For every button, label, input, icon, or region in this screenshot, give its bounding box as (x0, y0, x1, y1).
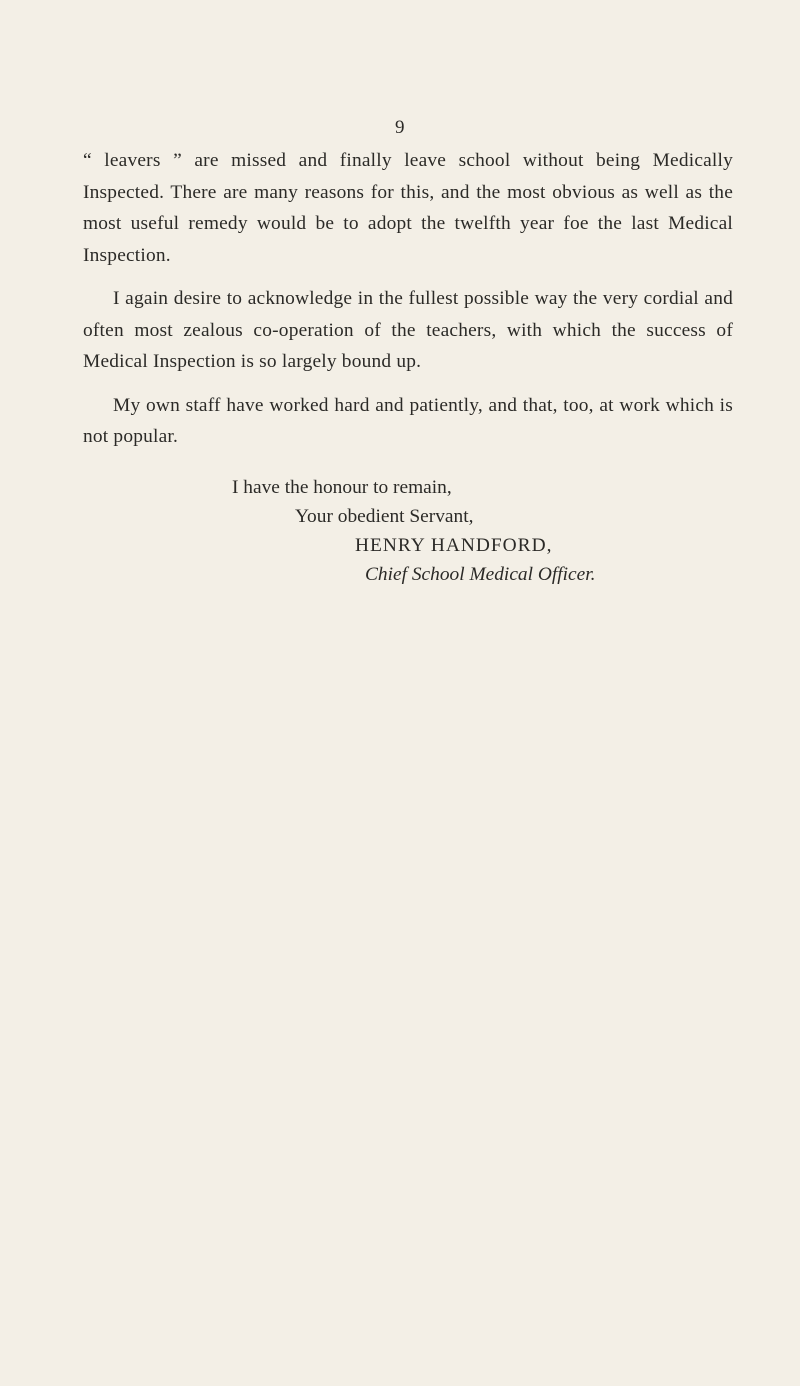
letter-closing (0, 473, 800, 589)
paragraph-acknowledgement: I again desire to acknowledge in the fullest possible way the very cordial and often most zealous co-operation of the teachers, with which the success of Medical Inspection is so largely bound up. (83, 288, 733, 372)
letter-body (83, 145, 733, 453)
signature-title: Chief School Medical Officer. (365, 564, 596, 585)
closing-line: I have the honour to remain, (232, 477, 452, 498)
closing-salutation: Your obedient Servant, (295, 506, 474, 527)
signature-name: HENRY HANDFORD, (355, 535, 553, 556)
paragraph-staff: My own staff have worked hard and patiently, and that, too, at work which is not popular. (83, 394, 733, 447)
paragraph-leavers: “ leavers ” are missed and finally leave school without being Medically Inspected. There are many reasons for this, and the most obvious as well as the most useful remedy would be to adopt the twelfth year foe the last Medical Inspection. (83, 150, 733, 266)
page-number: 9 (395, 117, 405, 138)
